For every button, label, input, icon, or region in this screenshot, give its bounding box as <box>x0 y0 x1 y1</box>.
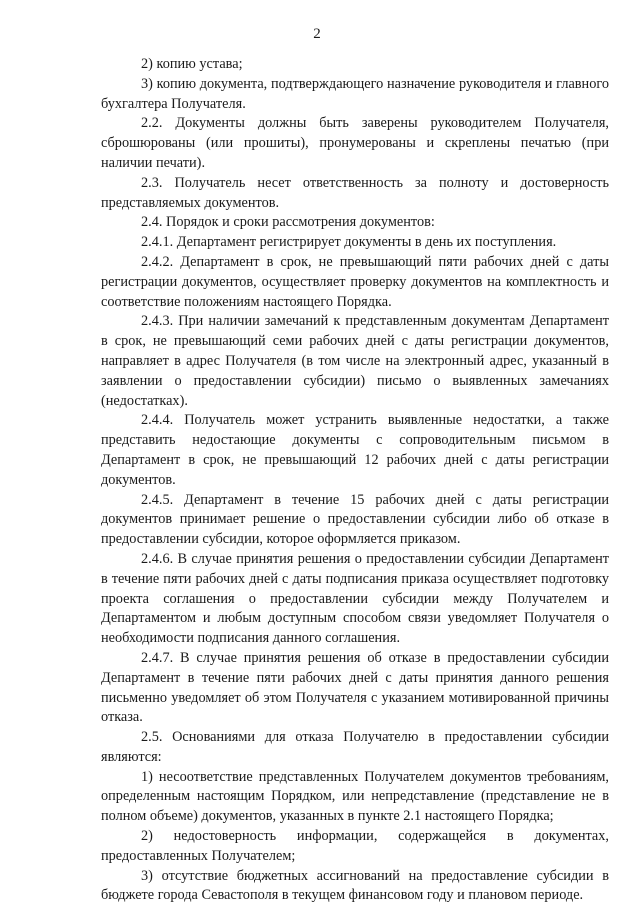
clause-2-4-5: 2.4.5. Департамент в течение 15 рабочих дней с даты регистрации документов принимает решение о предоставлении субсидии либо об отказе в предоставлении субсидии, которое оформляется приказом. <box>101 491 609 548</box>
clause-2-4: 2.4. Порядок и сроки рассмотрения документов: <box>141 214 435 231</box>
refusal-ground-2: 2) недостоверность информации, содержащейся в документах, предоставленных Получателем; <box>101 828 609 864</box>
clause-2-4-4: 2.4.4. Получатель может устранить выявленные недостатки, а также представить недостающие документы с сопроводительным письмом в Департамент в срок, не превышающий 12 рабочих дней с даты регистрации документов. <box>101 412 609 488</box>
document-body <box>101 55 609 906</box>
page-number: 2 <box>313 26 321 42</box>
clause-2-4-7: 2.4.7. В случае принятия решения об отказе в предоставлении субсидии Департамент в течение пяти рабочих дней с даты принятия данного решения письменно уведомляет об этом Получателя с указанием мотивированной причины отказа. <box>101 649 609 726</box>
list-item-charter-copy: 2) копию устава; <box>141 56 243 72</box>
refusal-ground-3: 3) отсутствие бюджетных ассигнований на предоставление субсидии в бюджете города Севастополя в текущем финансовом году и плановом периоде. <box>101 867 609 904</box>
list-item-appointment-copy: 3) копию документа, подтверждающего назначение руководителя и главного бухгалтера Получателя. <box>101 75 609 112</box>
refusal-ground-1: 1) несоответствие представленных Получателем документов требованиям, определенным настоящим Порядком, или непредставление (представление не в полном объеме) документов, указанных в пункте 2.1 настоящего Порядка; <box>101 768 609 825</box>
clause-2-4-6: 2.4.6. В случае принятия решения о предоставлении субсидии Департамент в течение пяти рабочих дней с даты подписания приказа осуществляет подготовку проекта соглашения о предоставлении субсидии между Получателем и Департаментом и любым доступным способом связи уведомляет Получателя о необходимости подписания данного соглашения. <box>101 550 609 647</box>
clause-2-2: 2.2. Документы должны быть заверены руководителем Получателя, сброшюрованы (или прошиты), пронумерованы и скреплены печатью (при наличии печати). <box>101 115 609 171</box>
clause-2-3: 2.3. Получатель несет ответственность за полноту и достоверность представляемых документов. <box>101 174 609 211</box>
clause-2-5: 2.5. Основаниями для отказа Получателю в предоставлении субсидии являются: <box>101 729 609 765</box>
clause-2-4-2: 2.4.2. Департамент в срок, не превышающий пяти рабочих дней с даты регистрации документов, осуществляет проверку документов на комплектность и соответствие положениям настоящего Порядка. <box>101 253 609 310</box>
clause-2-4-1: 2.4.1. Департамент регистрирует документы в день их поступления. <box>141 234 557 251</box>
clause-2-4-3: 2.4.3. При наличии замечаний к представленным документам Департамент в срок, не превышающий семи рабочих дней с даты регистрации документов, направляет в адрес Получателя (в том числе на электронный адрес, указанный в заявлении о предоставлении субсидии) письмо о выявленных замечаниях (недостатках). <box>101 313 609 409</box>
